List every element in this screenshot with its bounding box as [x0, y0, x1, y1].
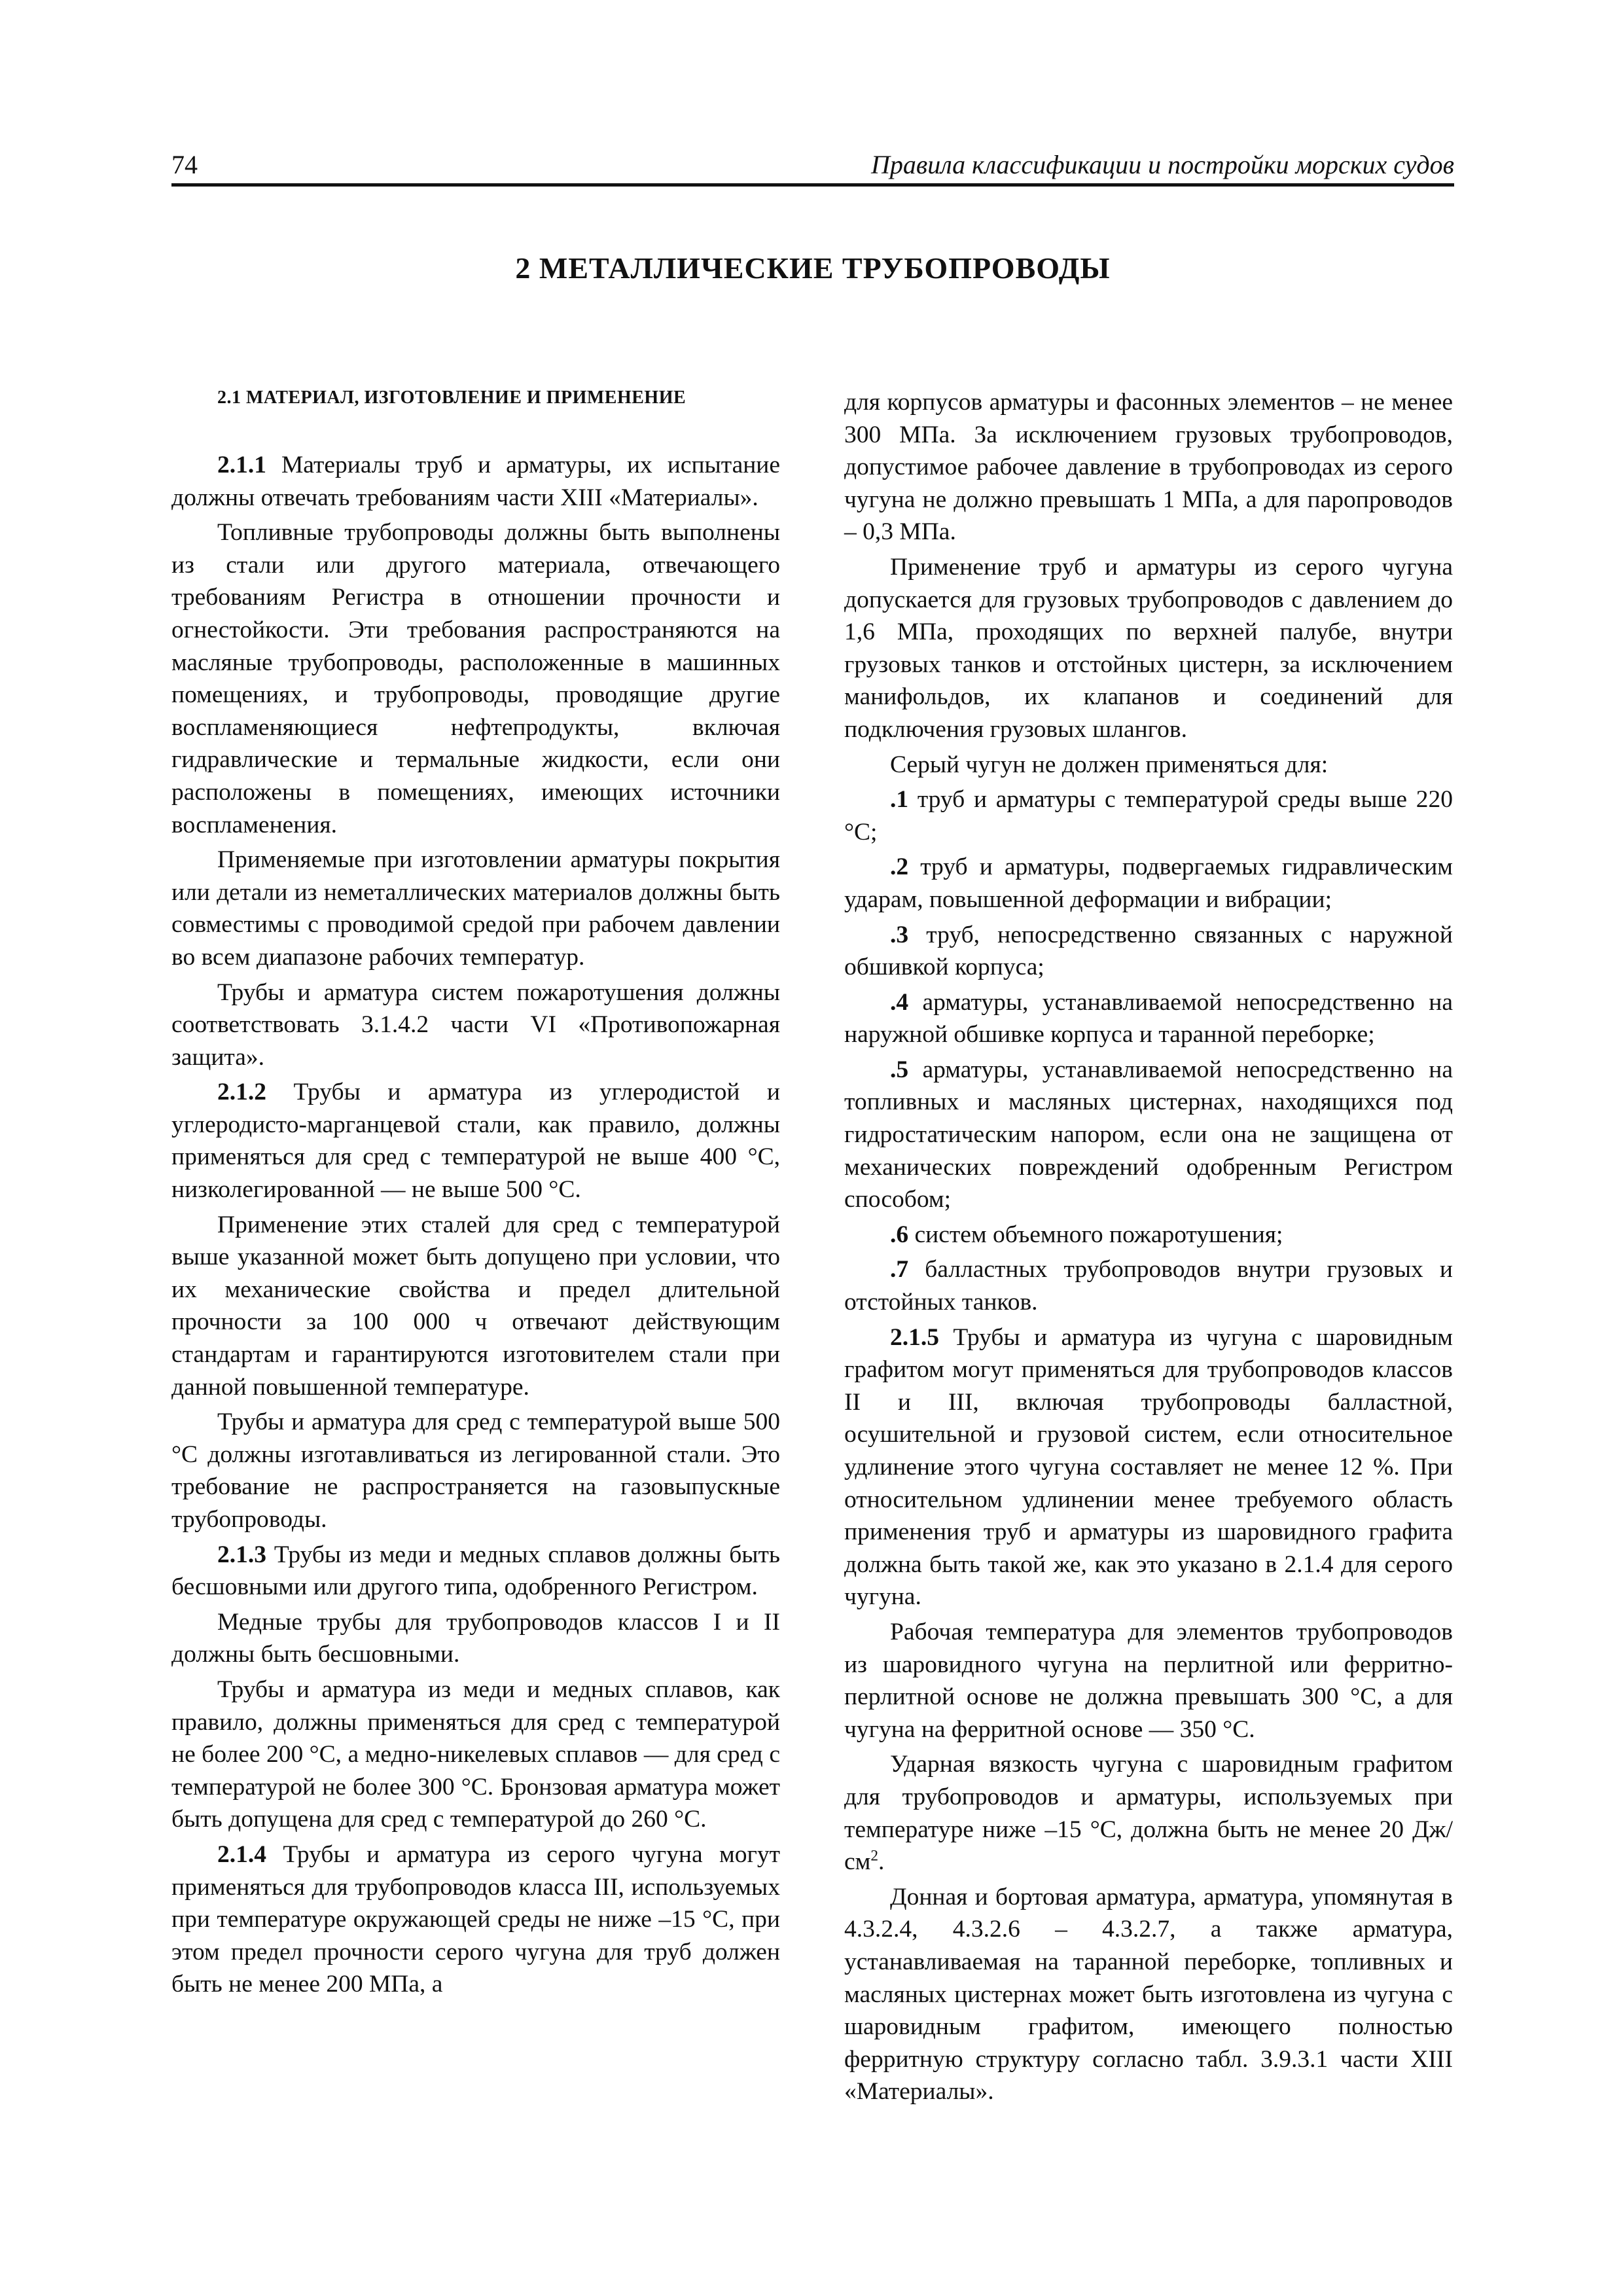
paragraph-text: Трубы и арматура из серого чугуна могут применяться для трубопроводов класса III, используемых при температуре окружающей среды не ниже –15 °С, при этом предел прочности серого чугуна для труб должен быть не менее 200 МПа, а	[171, 1840, 780, 1998]
paragraph: Применяемые при изготовлении арматуры покрытия или детали из неметаллических материалов должны быть совместимы с проводимой средой при рабочем давлении во всем диапазоне рабочих температур.	[171, 846, 780, 971]
paragraph: Рабочая температура для элементов трубопроводов из шаровидного чугуна на перлитной или ферритно-перлитной основе не должна превышать 300 °С, а для чугуна на ферритной основе — 350 °С.	[844, 1618, 1453, 1743]
page-number: 74	[171, 150, 198, 179]
paragraph: Медные трубы для трубопроводов классов I и II должны быть бесшовными.	[171, 1608, 780, 1668]
paragraph: Трубы и арматура из меди и медных сплавов, как правило, должны применяться для сред с температурой не более 200 °С, а медно-никелевых сплавов — для сред с температурой не более 300 °С. Бронзовая арматура может быть допущена для сред с температурой до 260 °С.	[171, 1676, 780, 1833]
paragraph: Применение труб и арматуры из серого чугуна допускается для грузовых трубопроводов с давлением до 1,6 МПа, проходящих по верхней палубе, внутри грузовых танков и отстойных цистерн, за исключением манифольдов, их клапанов и соединений для подключения грузовых шлангов.	[844, 553, 1453, 743]
clause-number: 2.1.2	[217, 1079, 266, 1106]
list-item-number: .5	[890, 1056, 909, 1083]
chapter-title: 2 МЕТАЛЛИЧЕСКИЕ ТРУБОПРОВОДЫ	[515, 251, 1111, 285]
paragraph: Трубы и арматура систем пожаротушения должны соответствовать 3.1.4.2 части VI «Противопожарная защита».	[171, 978, 780, 1071]
running-title: Правила классификации и постройки морских судов	[870, 150, 1454, 179]
list-item-number: .6	[890, 1221, 909, 1248]
right-column	[844, 386, 1453, 2111]
paragraph-2-1-4	[171, 1839, 780, 2001]
list-item-number: .4	[890, 988, 909, 1016]
superscript: 2	[870, 1847, 878, 1865]
list-item-text: систем объемного пожаротушения;	[908, 1221, 1283, 1248]
paragraph-text: Трубы и арматура из углеродистой и углеродисто-марганцевой стали, как правило, должны применяться для сред с температурой не выше 400 °С, низколегированной — не выше 500 °С.	[171, 1079, 780, 1204]
list-item-text: труб и арматуры, подвергаемых гидравлическим ударам, повышенной деформации и вибрации;	[844, 853, 1453, 913]
list-item	[844, 1253, 1453, 1318]
running-header	[171, 143, 1454, 187]
paragraph-end: .	[878, 1848, 885, 1876]
list-item	[844, 1219, 1453, 1251]
paragraph: Топливные трубопроводы должны быть выполнены из стали или другого материала, отвечающего требованиям Регистра в отношении прочности и огнестойкости. Эти требования распространяются на масляные трубопроводы, расположенные в машинных помещениях, и трубопроводы, проводящие другие воспламеняющиеся нефтепродукты, включая гидравлические и термальные жидкости, если они расположены в помещениях, имеющих источники воспламенения.	[171, 519, 780, 838]
paragraph: Трубы и арматура для сред с температурой выше 500 °С должны изготавливаться из легированной стали. Это требование не распространяется на газовыпускные трубопроводы.	[171, 1408, 780, 1533]
clause-number: 2.1.4	[217, 1840, 266, 1868]
paragraph: Донная и бортовая арматура, арматура, упомянутая в 4.3.2.4, 4.3.2.6 – 4.3.2.7, а также арматура, устанавливаемая на таранной переборке, топливных и масляных цистернах может быть изготовлена из чугуна с шаровидным графитом, имеющего полностью ферритную структуру согласно табл. 3.9.3.1 части XIII «Материалы».	[844, 1883, 1453, 2106]
paragraph-2-1-2	[171, 1076, 780, 1206]
clause-number: 2.1.1	[217, 452, 266, 478]
list-item-number: .7	[890, 1256, 909, 1283]
section-heading: 2.1 МАТЕРИАЛ, ИЗГОТОВЛЕНИЕ И ПРИМЕНЕНИЕ	[217, 387, 687, 408]
list-item-number: .3	[890, 921, 909, 948]
clause-number: 2.1.5	[890, 1323, 939, 1351]
list-item	[844, 851, 1453, 916]
paragraph-2-1-5	[844, 1321, 1453, 1613]
left-column	[171, 385, 780, 2003]
list-item-number: .2	[890, 853, 909, 881]
list-item-text: труб и арматуры с температурой среды выше 220 °С;	[844, 786, 1453, 846]
paragraph: Применение этих сталей для сред с температурой выше указанной может быть допущено при условии, что их механические свойства и предел длительной прочности за 100 000 ч отвечают действующим стандартам и гарантируются изготовителем стали при данной повышенной температуре.	[171, 1211, 780, 1401]
clause-number: 2.1.3	[217, 1541, 266, 1568]
paragraph	[844, 1748, 1453, 1878]
paragraph-2-1-3	[171, 1539, 780, 1604]
paragraph-continued: для корпусов арматуры и фасонных элементов – не менее 300 МПа. За исключением грузовых трубопроводов, допустимое рабочее давление в трубопроводах из серого чугуна не должно превышать 1 МПа, а для паропроводов – 0,3 МПа.	[844, 389, 1453, 546]
list-item	[844, 1054, 1453, 1216]
paragraph-text: Ударная вязкость чугуна с шаровидным графитом для трубопроводов и арматуры, используемых при температуре ниже –15 °С, должна быть не менее 20 Дж/см	[844, 1751, 1453, 1876]
list-item	[844, 783, 1453, 848]
paragraph-text: Трубы из меди и медных сплавов должны быть бесшовными или другого типа, одобренного Регистром.	[171, 1541, 780, 1601]
paragraph-text: Материалы труб и арматуры, их испытание должны отвечать требованиям части XIII «Материалы».	[171, 452, 780, 511]
list-item-text: арматуры, устанавливаемой непосредственно на топливных и масляных цистернах, находящихся под гидростатическим напором, если она не защищена от механических повреждений одобренным Регистром способом;	[844, 1056, 1453, 1213]
list-item-text: арматуры, устанавливаемой непосредственно на наружной обшивке корпуса и таранной переборке;	[844, 988, 1453, 1049]
list-item	[844, 986, 1453, 1051]
list-item-text: труб, непосредственно связанных с наружной обшивкой корпуса;	[844, 921, 1453, 981]
list-item	[844, 919, 1453, 984]
paragraph-2-1-1	[171, 449, 780, 514]
list-item-number: .1	[890, 786, 909, 814]
paragraph: Серый чугун не должен применяться для:	[890, 751, 1329, 778]
paragraph-text: Трубы и арматура из чугуна с шаровидным графитом могут применяться для трубопроводов классов II и III, включая трубопроводы балластной, осушительной и грузовой систем, если относительное удлинение этого чугуна составляет не менее 12 %. При относительном удлинении менее требуемого область применения труб и арматуры из шаровидного графита должна быть такой же, как это указано в 2.1.4 для серого чугуна.	[844, 1323, 1453, 1611]
list-item-text: балластных трубопроводов внутри грузовых и отстойных танков.	[844, 1256, 1453, 1316]
